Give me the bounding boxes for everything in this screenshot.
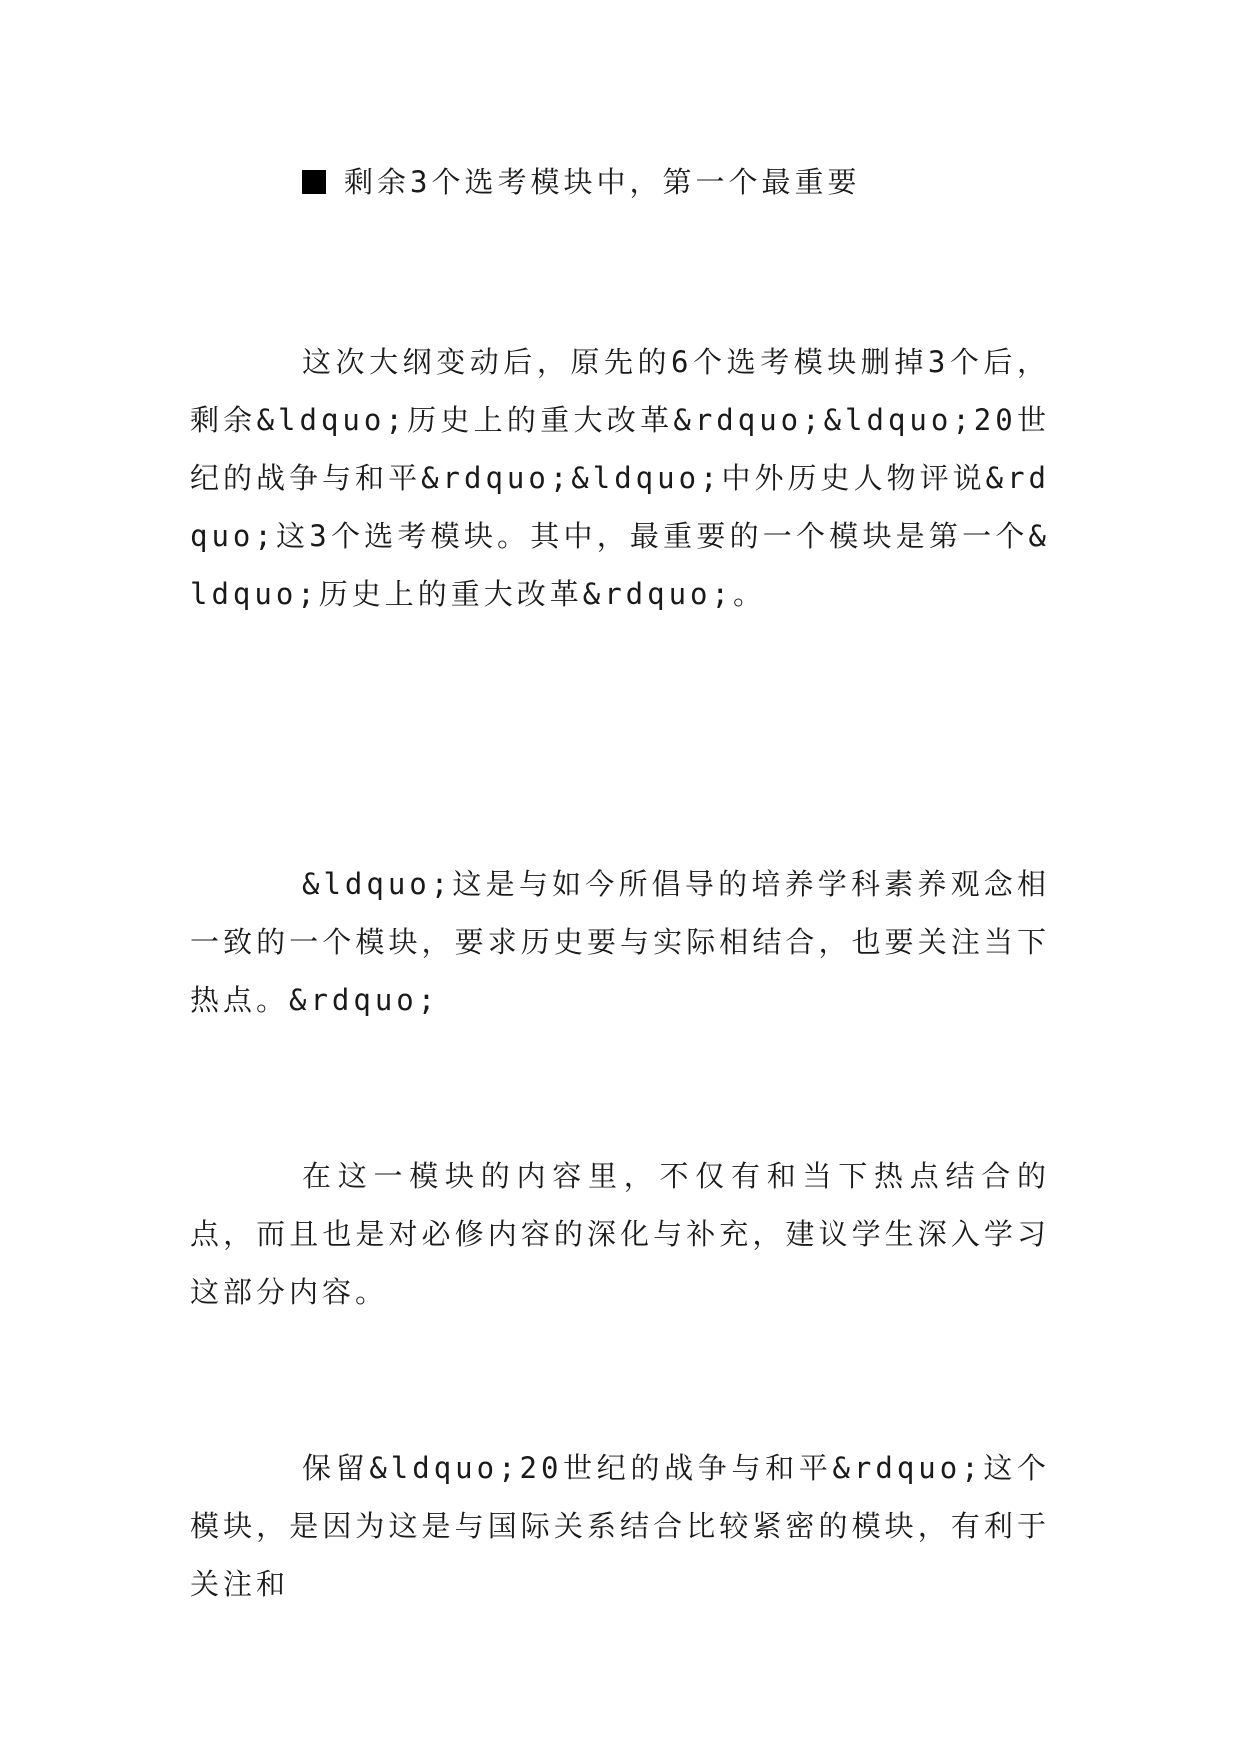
paragraph-2: &ldquo;这是与如今所倡导的培养学科素养观念相一致的一个模块，要求历史要与实际相结合，也要关注当下热点。&rdquo; bbox=[190, 867, 1050, 1017]
paragraph-3: 在这一模块的内容里，不仅有和当下热点结合的点，而且也是对必修内容的深化与补充，建议学生深入学习这部分内容。 bbox=[190, 1159, 1050, 1309]
paragraph-4: 保留&ldquo;20世纪的战争与和平&rdquo;这个模块，是因为这是与国际关系结合比较紧密的模块，有利于关注和 bbox=[190, 1451, 1050, 1601]
paragraph-1: 这次大纲变动后，原先的6个选考模块删掉3个后，剩余&ldquo;历史上的重大改革&rdquo;&ldquo;20世纪的战争与和平&rdquo;&ldquo;中外历史人物评说&rdquo;这3个选考模块。其中，最重要的一个模块是第一个&ldquo;历史上的重大改革&rdquo;。 bbox=[190, 345, 1050, 611]
section-heading bbox=[302, 162, 860, 202]
section-heading-text: 剩余3个选考模块中，第一个最重要 bbox=[344, 165, 861, 199]
square-bullet-icon bbox=[302, 170, 326, 194]
